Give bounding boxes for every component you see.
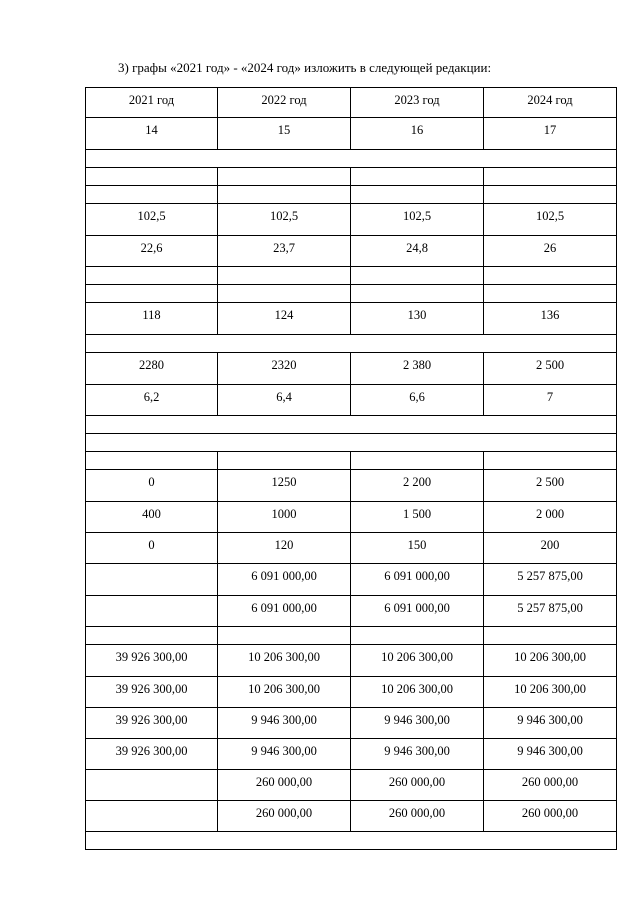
table-cell	[351, 204, 484, 236]
cell-text: 2 200	[402, 475, 432, 489]
cell-text: 6,6	[409, 390, 425, 404]
cell-text	[86, 186, 217, 191]
table-cell	[351, 677, 484, 708]
cell-text	[86, 627, 217, 632]
table-cell	[484, 236, 617, 267]
cell-text: 136	[540, 308, 560, 322]
table-cell	[484, 88, 617, 118]
table-row	[86, 385, 617, 416]
table-cell	[86, 267, 218, 285]
intro-text: 3) графы «2021 год» - «2024 год» изложить в следующей редакции:	[118, 60, 492, 75]
table-cell	[86, 303, 218, 335]
cell-text: 2 500	[535, 475, 565, 489]
table-cell	[86, 168, 218, 186]
table-cell	[86, 150, 617, 168]
cell-text: 6 091 000,00	[384, 601, 450, 615]
cell-text	[351, 168, 483, 173]
table-cell	[484, 204, 617, 236]
cell-text	[218, 627, 350, 632]
cell-text: 23,7	[273, 241, 295, 255]
table-row	[86, 186, 617, 204]
table-cell	[86, 353, 218, 385]
table-cell	[86, 285, 218, 303]
table-cell	[351, 267, 484, 285]
cell-text: 150	[407, 538, 427, 552]
table-cell	[86, 502, 218, 533]
table-cell	[218, 627, 351, 645]
cell-text: 0	[148, 538, 155, 552]
cell-text: 39 926 300,00	[115, 650, 188, 664]
table-row	[86, 596, 617, 627]
cell-text: 2 500	[535, 358, 565, 372]
cell-text: 124	[274, 308, 294, 322]
table-cell	[484, 801, 617, 832]
cell-text: 6,2	[143, 390, 160, 404]
cell-text: 7	[546, 390, 554, 404]
cell-text: 24,8	[406, 241, 428, 255]
table-cell	[351, 88, 484, 118]
table-cell	[86, 533, 218, 564]
table-cell	[484, 739, 617, 770]
table-row	[86, 150, 617, 168]
cell-text	[86, 267, 217, 272]
cell-text: 39 926 300,00	[115, 744, 188, 758]
data-table	[85, 87, 617, 850]
table-cell	[484, 303, 617, 335]
cell-text: 22,6	[140, 241, 163, 255]
table-row	[86, 502, 617, 533]
table-cell	[86, 832, 617, 850]
table-cell	[484, 596, 617, 627]
table-cell	[218, 470, 351, 502]
table-cell	[218, 708, 351, 739]
table-row	[86, 168, 617, 186]
table-cell	[351, 801, 484, 832]
table-cell	[484, 470, 617, 502]
table-cell	[86, 118, 218, 150]
cell-text: 16	[410, 123, 424, 137]
cell-text	[86, 596, 217, 601]
table-cell	[218, 303, 351, 335]
cell-text: 2023 год	[394, 93, 440, 107]
table-cell	[351, 385, 484, 416]
cell-text: 10 206 300,00	[514, 682, 586, 696]
cell-text	[351, 452, 483, 457]
cell-text: 2 000	[535, 507, 565, 521]
cell-text: 6 091 000,00	[251, 569, 317, 583]
table-cell	[484, 186, 617, 204]
table-cell	[218, 564, 351, 596]
table-cell	[484, 353, 617, 385]
table-row	[86, 353, 617, 385]
cell-text: 39 926 300,00	[115, 713, 188, 727]
cell-text: 17	[543, 123, 557, 137]
table-row	[86, 118, 617, 150]
cell-text: 260 000,00	[521, 775, 579, 789]
cell-text: 102,5	[269, 209, 299, 223]
cell-text: 9 946 300,00	[251, 744, 317, 758]
table-cell	[218, 533, 351, 564]
cell-text: 10 206 300,00	[248, 650, 320, 664]
table-row	[86, 470, 617, 502]
table-cell	[218, 452, 351, 470]
table-row	[86, 267, 617, 285]
table-cell	[218, 168, 351, 186]
cell-text	[218, 267, 350, 272]
cell-text: 2 380	[402, 358, 432, 372]
table-cell	[218, 770, 351, 801]
cell-text: 1250	[271, 475, 297, 489]
table-cell	[484, 118, 617, 150]
table-cell	[86, 596, 218, 627]
cell-text: 9 946 300,00	[517, 744, 583, 758]
table-cell	[351, 168, 484, 186]
cell-text	[218, 452, 350, 457]
cell-text: 1 500	[402, 507, 432, 521]
table-row	[86, 285, 617, 303]
table-cell	[86, 88, 218, 118]
table-cell	[218, 267, 351, 285]
table-row	[86, 770, 617, 801]
table-cell	[351, 353, 484, 385]
table-row	[86, 303, 617, 335]
cell-text: 120	[274, 538, 294, 552]
cell-text: 1000	[271, 507, 297, 521]
table-cell	[351, 502, 484, 533]
cell-text: 260 000,00	[521, 806, 579, 820]
table-row	[86, 677, 617, 708]
table-cell	[484, 627, 617, 645]
cell-text	[484, 267, 616, 272]
table-cell	[86, 770, 218, 801]
table-cell	[484, 770, 617, 801]
cell-text	[484, 186, 616, 191]
table-cell	[86, 677, 218, 708]
cell-text	[218, 186, 350, 191]
cell-text: 39 926 300,00	[115, 682, 188, 696]
table-row	[86, 335, 617, 353]
cell-text: 2022 год	[261, 93, 307, 107]
cell-text: 260 000,00	[388, 806, 446, 820]
table-cell	[484, 385, 617, 416]
table-cell	[218, 118, 351, 150]
table-cell	[218, 186, 351, 204]
cell-text: 10 206 300,00	[381, 650, 453, 664]
table-cell	[484, 708, 617, 739]
table-cell	[484, 452, 617, 470]
table-cell	[86, 186, 218, 204]
cell-text: 26	[543, 241, 557, 255]
table-row	[86, 88, 617, 118]
table-cell	[484, 168, 617, 186]
cell-text: 2021 год	[128, 93, 175, 107]
cell-text	[218, 285, 350, 290]
cell-text	[351, 267, 483, 272]
table-cell	[218, 502, 351, 533]
table-row	[86, 801, 617, 832]
cell-text: 6 091 000,00	[251, 601, 317, 615]
table-row	[86, 708, 617, 739]
table-cell	[86, 452, 218, 470]
table-cell	[218, 677, 351, 708]
table-row	[86, 645, 617, 677]
table-cell	[218, 285, 351, 303]
cell-text	[86, 770, 217, 775]
table-cell	[86, 708, 218, 739]
table-cell	[351, 533, 484, 564]
cell-text: 9 946 300,00	[251, 713, 317, 727]
table-cell	[86, 470, 218, 502]
table-cell	[351, 708, 484, 739]
table-cell	[86, 801, 218, 832]
cell-text: 2320	[271, 358, 297, 372]
table-cell	[484, 645, 617, 677]
cell-text: 5 257 875,00	[517, 569, 583, 583]
table-cell	[484, 285, 617, 303]
table-cell	[484, 267, 617, 285]
cell-text	[86, 801, 217, 806]
table-cell	[86, 434, 617, 452]
table-cell	[86, 564, 218, 596]
table-cell	[351, 596, 484, 627]
table-cell	[351, 564, 484, 596]
table-cell	[351, 236, 484, 267]
table-row	[86, 627, 617, 645]
table-cell	[86, 236, 218, 267]
table-cell	[218, 88, 351, 118]
table-cell	[351, 470, 484, 502]
cell-text: 5 257 875,00	[517, 601, 583, 615]
table-cell	[484, 564, 617, 596]
table-cell	[351, 186, 484, 204]
cell-text: 6,4	[276, 390, 292, 404]
cell-text	[484, 627, 616, 632]
cell-text: 200	[540, 538, 560, 552]
table-cell	[86, 645, 218, 677]
cell-text: 2024 год	[527, 93, 573, 107]
cell-text: 118	[142, 308, 161, 322]
cell-text: 260 000,00	[255, 775, 313, 789]
table-cell	[86, 416, 617, 434]
cell-text: 400	[142, 507, 161, 521]
cell-text	[351, 627, 483, 632]
table-cell	[484, 502, 617, 533]
cell-text: 260 000,00	[255, 806, 313, 820]
cell-text: 102,5	[535, 209, 565, 223]
cell-text: 102,5	[402, 209, 432, 223]
table-cell	[218, 353, 351, 385]
table-row	[86, 236, 617, 267]
table-cell	[218, 739, 351, 770]
table-cell	[86, 204, 218, 236]
cell-text: 260 000,00	[388, 775, 446, 789]
cell-text	[351, 186, 483, 191]
cell-text: 15	[277, 123, 291, 137]
cell-text: 14	[145, 123, 158, 137]
table-cell	[351, 770, 484, 801]
table-row	[86, 533, 617, 564]
cell-text	[484, 452, 616, 457]
table-cell	[86, 739, 218, 770]
cell-text: 9 946 300,00	[517, 713, 583, 727]
cell-text	[484, 285, 616, 290]
table-cell	[218, 801, 351, 832]
table-cell	[351, 739, 484, 770]
table-cell	[218, 645, 351, 677]
table-cell	[351, 118, 484, 150]
cell-text	[351, 285, 483, 290]
cell-text: 10 206 300,00	[514, 650, 586, 664]
table-row	[86, 564, 617, 596]
cell-text	[86, 168, 217, 173]
table-cell	[351, 627, 484, 645]
cell-text: 10 206 300,00	[381, 682, 453, 696]
table-row	[86, 434, 617, 452]
table-cell	[218, 236, 351, 267]
cell-text	[86, 564, 217, 569]
cell-text	[86, 452, 217, 457]
table-cell	[218, 204, 351, 236]
cell-text	[218, 168, 350, 173]
table-cell	[484, 677, 617, 708]
cell-text: 10 206 300,00	[248, 682, 320, 696]
table-cell	[86, 627, 218, 645]
table-cell	[351, 285, 484, 303]
cell-text: 6 091 000,00	[384, 569, 450, 583]
table-cell	[351, 452, 484, 470]
table-cell	[351, 303, 484, 335]
cell-text: 9 946 300,00	[384, 744, 450, 758]
table-cell	[351, 645, 484, 677]
table-cell	[86, 335, 617, 353]
table-cell	[484, 533, 617, 564]
table-row	[86, 832, 617, 850]
cell-text	[484, 168, 616, 173]
cell-text: 9 946 300,00	[384, 713, 450, 727]
table-cell	[218, 596, 351, 627]
table-row	[86, 204, 617, 236]
table-row	[86, 739, 617, 770]
cell-text	[86, 285, 217, 290]
table-row	[86, 452, 617, 470]
cell-text: 2280	[139, 358, 164, 372]
table-cell	[86, 385, 218, 416]
cell-text: 130	[407, 308, 427, 322]
table-cell	[218, 385, 351, 416]
cell-text: 0	[148, 475, 155, 489]
table-row	[86, 416, 617, 434]
cell-text: 102,5	[137, 209, 166, 223]
